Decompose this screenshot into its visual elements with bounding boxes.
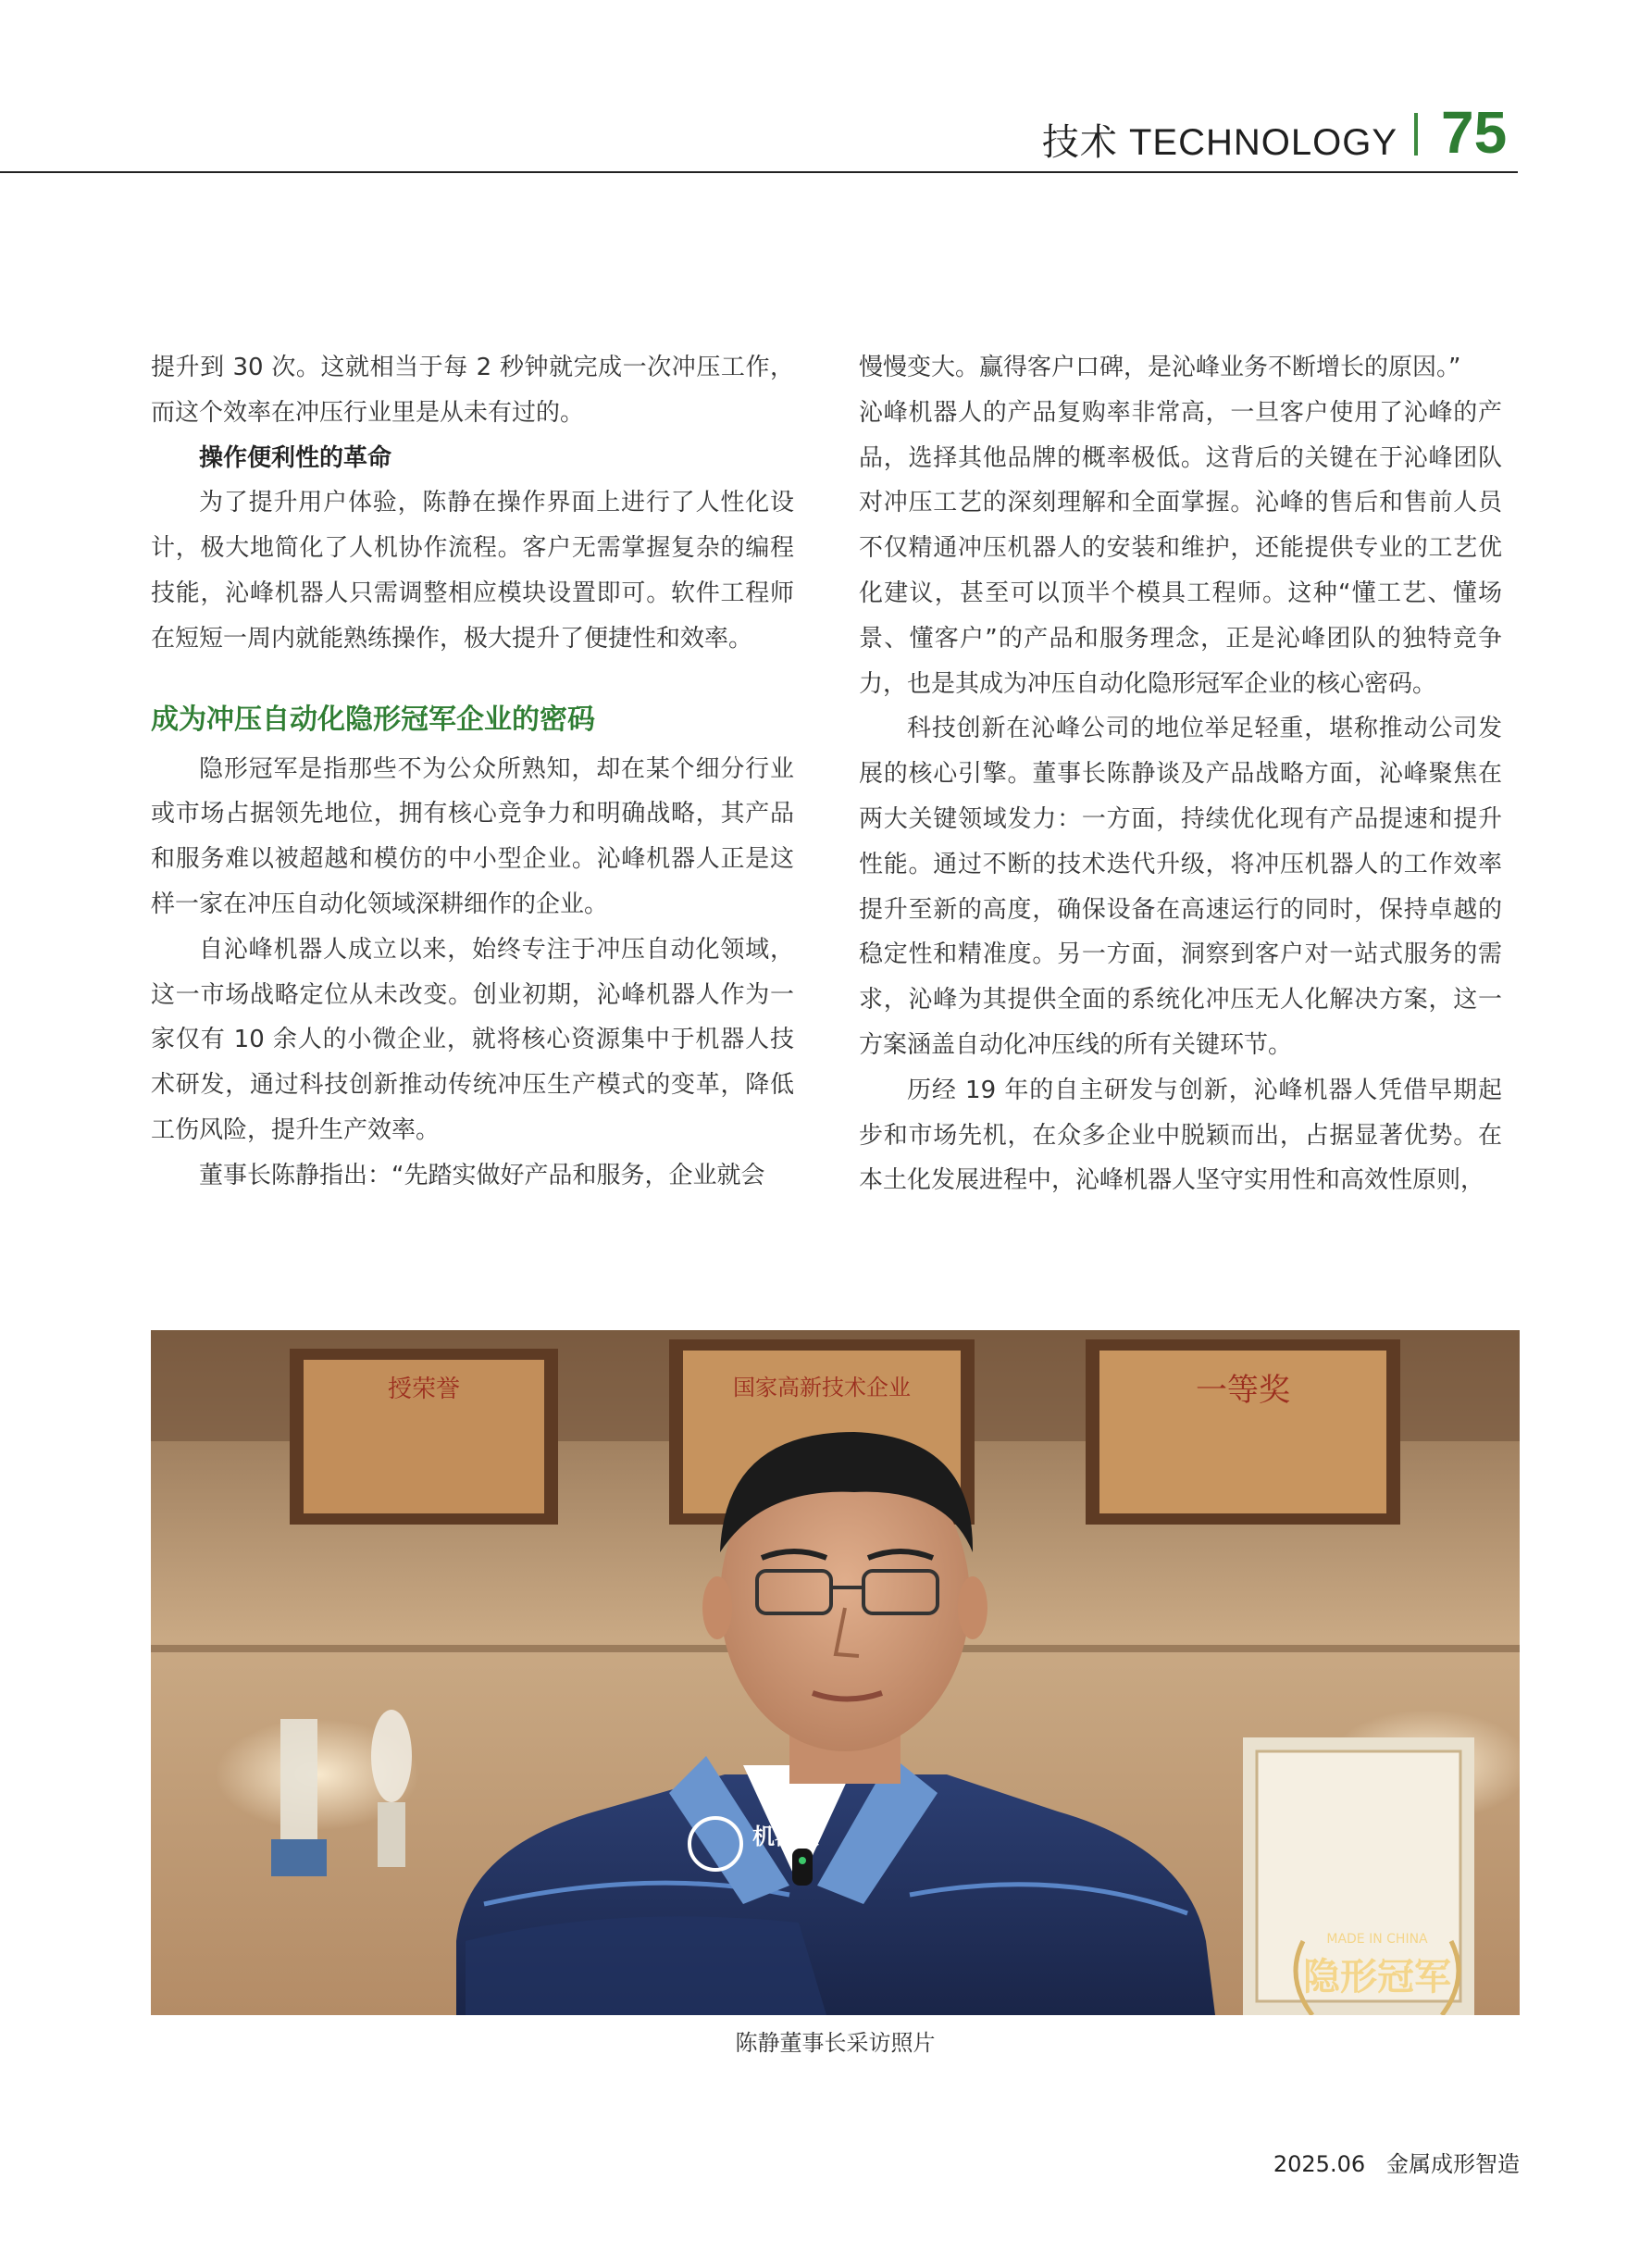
section-title: 技术 TECHNOLOGY xyxy=(1041,122,1397,163)
paragraph: 沁峰机器人的产品复购率非常高，一旦客户使用了沁峰的产品，选择其他品牌的概率极低。这背后的关键在于沁峰团队对冲压工艺的深刻理解和全面掌握。沁峰的售后和售前人员不仅精通冲压机器人的安装和维护，还能提供专业的工艺优化建议，甚至可以顶半个模具工程师。这种“懂工艺、懂场景、懂客户”的产品和服务理念，正是沁峰团队的独特竞争力，也是其成为冲压自动化隐形冠军企业的核心密码。 xyxy=(859,398,1502,698)
certificate-title: 一等奖 xyxy=(1196,1372,1290,1409)
subheading: 操作便利性的革命 xyxy=(199,443,392,472)
paragraph: 慢慢变大。赢得客户口碑，是沁峰业务不断增长的原因。” xyxy=(859,354,1461,381)
paragraph: 历经 19 年的自主研发与创新，沁峰机器人凭借早期起步和市场先机，在众多企业中脱颖而出，占据显著优势。在本土化发展进程中，沁峰机器人坚守实用性和高效性原则， xyxy=(859,1076,1502,1195)
magazine-name: 金属成形智造 xyxy=(1386,2151,1520,2177)
paragraph: 科技创新在沁峰公司的地位举足轻重，堪称推动公司发展的核心引擎。董事长陈静谈及产品战略方面，沁峰聚焦在两大关键领域发力：一方面，持续优化现有产品提速和提升性能。通过不断的技术迭代升级，将冲压机器人的工作效率提升至新的高度，确保设备在高速运行的同时，保持卓越的稳定性和精准度。另一方面，洞察到客户对一站式服务的需求，沁峰为其提供全面的系统化冲压无人化解决方案，这一方案涵盖自动化冲压线的所有关键环节。 xyxy=(859,715,1502,1059)
certificate-frame xyxy=(1086,1339,1400,1525)
certificate-title: 国家高新技术企业 xyxy=(733,1375,911,1401)
page-number: 75 xyxy=(1441,99,1508,166)
badge-title: 隐形冠军 xyxy=(1303,1956,1451,1998)
uniform-logo-text: 机器人 xyxy=(752,1824,819,1849)
interview-photo xyxy=(151,1330,1520,2015)
certificate-title: 授荣誉 xyxy=(387,1376,461,1403)
header-rule xyxy=(0,171,1518,173)
badge-caption: MADE IN CHINA xyxy=(1326,1932,1428,1947)
issue-date: 2025.06 xyxy=(1273,2151,1366,2177)
photo-caption: 陈静董事长采访照片 xyxy=(735,2030,936,2056)
section-heading: 成为冲压自动化隐形冠军企业的密码 xyxy=(151,703,595,736)
paragraph: 自沁峰机器人成立以来，始终专注于冲压自动化领域，这一市场战略定位从未改变。创业初期，沁峰机器人作为一家仅有 10 余人的小微企业，就将核心资源集中于机器人技术研发，通过科技创新推动传统冲压生产模式的变革，降低工伤风险，提升生产效率。 xyxy=(151,935,794,1144)
page-footer xyxy=(1273,2146,1520,2178)
paragraph: 隐形冠军是指那些不为公众所熟知，却在某个细分行业或市场占据领先地位，拥有核心竞争力和明确战略，其产品和服务难以被超越和模仿的中小型企业。沁峰机器人正是这样一家在冲压自动化领域深耕细作的企业。 xyxy=(151,754,794,918)
paragraph: 提升到 30 次。这就相当于每 2 秒钟就完成一次冲压工作，而这个效率在冲压行业里是从未有过的。 xyxy=(151,354,794,427)
paragraph: 为了提升用户体验，陈静在操作界面上进行了人性化设计，极大地简化了人机协作流程。客户无需掌握复杂的编程技能，沁峰机器人只需调整相应模块设置即可。软件工程师在短短一周内就能熟练操作，极大提升了便捷性和效率。 xyxy=(151,489,794,653)
left-column xyxy=(151,345,794,1199)
interview-photo-illustration xyxy=(151,1330,1520,2015)
paragraph: 董事长陈静指出：“先踏实做好产品和服务，企业就会 xyxy=(199,1161,765,1189)
header-divider-bar xyxy=(1414,113,1418,156)
certificate-frame xyxy=(290,1349,558,1525)
right-column xyxy=(859,345,1502,1203)
page-header xyxy=(0,0,1652,176)
